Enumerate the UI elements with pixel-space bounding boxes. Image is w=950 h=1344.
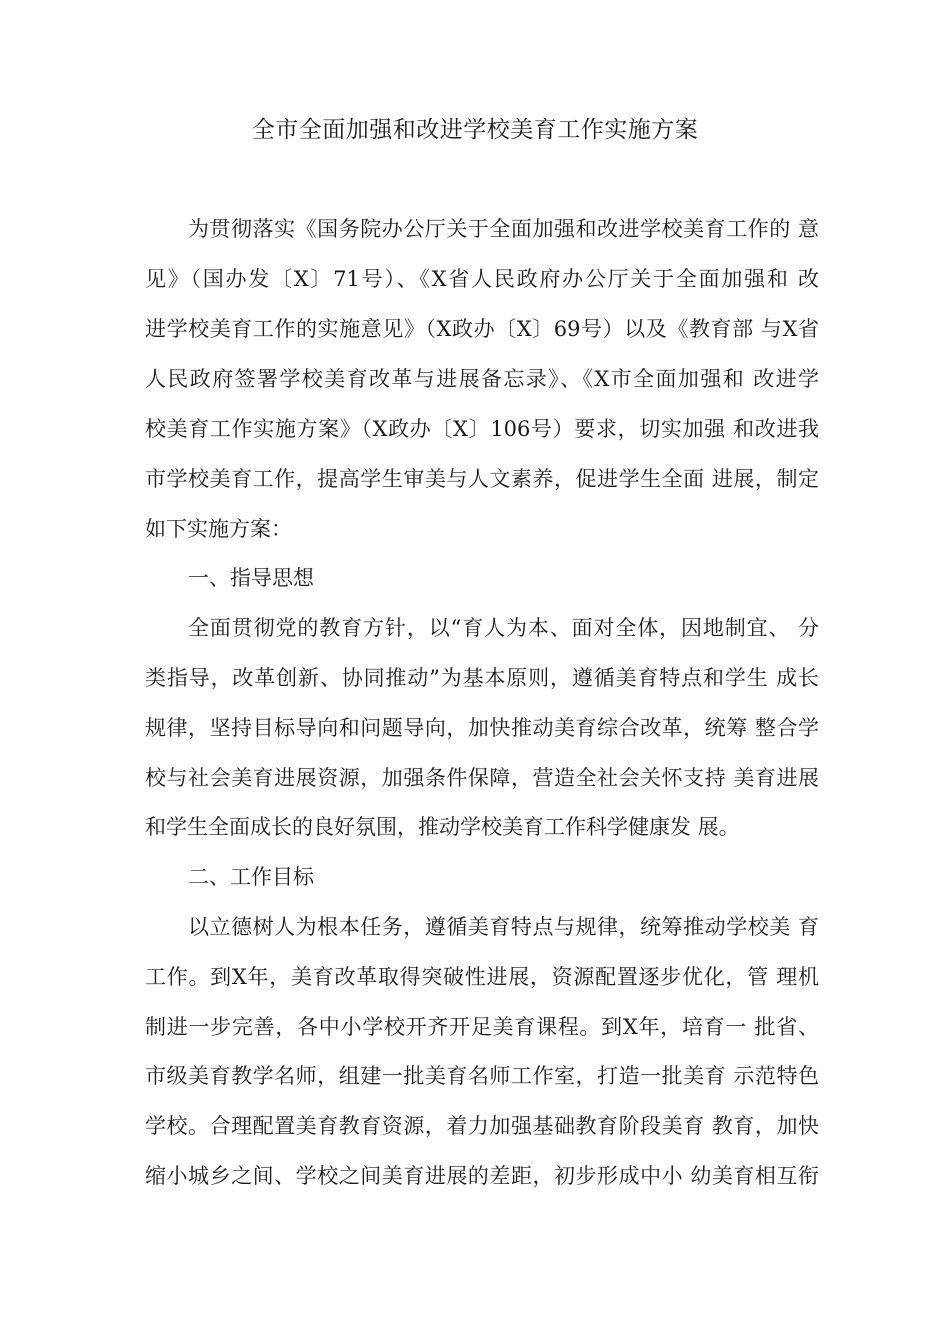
section2-line: 缩小城乡之间、学校之间美育进展的差距，初步形成中小 幼美育相互衔: [145, 1164, 819, 1188]
section1-line: 和学生全面成长的良好氛围，推动学校美育工作科学健康发 展。: [145, 815, 740, 839]
section1-line: 全面贯彻党的教育方针，以“育人为本、面对全体，因地制宜、 分: [188, 616, 819, 640]
intro-line: 进学校美育工作的实施意见》（X政办〔X〕69号）以及《教育部 与X省: [145, 317, 819, 341]
section1-line: 类指导，改革创新、协同推动”为基本原则，遵循美育特点和学生 成长: [145, 666, 819, 690]
intro-line: 见》（国办发〔X〕71号）、《X省人民政府办公厅关于全面加强和 改: [145, 267, 819, 291]
section2-line: 工作。到X年，美育改革取得突破性进展，资源配置逐步优化，管 理机: [145, 965, 819, 989]
section-heading-work-goals: 二、工作目标: [188, 865, 314, 889]
document-title: 全市全面加强和改进学校美育工作实施方案: [251, 117, 699, 143]
section2-line: 学校。合理配置美育教育资源，着力加强基础教育阶段美育 教育，加快: [145, 1114, 819, 1138]
section2-line: 制进一步完善，各中小学校开齐开足美育课程。到X年，培育一 批省、: [145, 1015, 819, 1039]
intro-line: 为贯彻落实《国务院办公厅关于全面加强和改进学校美育工作的 意: [188, 217, 819, 241]
section2-line: 市级美育教学名师，组建一批美育名师工作室，打造一批美育 示范特色: [145, 1064, 819, 1088]
intro-line: 如下实施方案：: [145, 517, 292, 541]
section2-line: 以立德树人为根本任务，遵循美育特点与规律，统筹推动学校美 育: [188, 915, 819, 939]
intro-line: 人民政府签署学校美育改革与进展备忘录》、《X市全面加强和 改进学: [145, 367, 819, 391]
section1-line: 规律，坚持目标导向和问题导向，加快推动美育综合改革，统筹 整合学: [145, 716, 819, 740]
intro-line: 校美育工作实施方案》（X政办〔X〕106号）要求，切实加强 和改进我: [145, 417, 819, 441]
section1-line: 校与社会美育进展资源，加强条件保障，营造全社会关怀支持 美育进展: [145, 766, 819, 790]
section-heading-guiding-ideology: 一、指导思想: [188, 566, 314, 590]
intro-line: 市学校美育工作，提高学生审美与人文素养，促进学生全面 进展，制定: [145, 467, 819, 491]
